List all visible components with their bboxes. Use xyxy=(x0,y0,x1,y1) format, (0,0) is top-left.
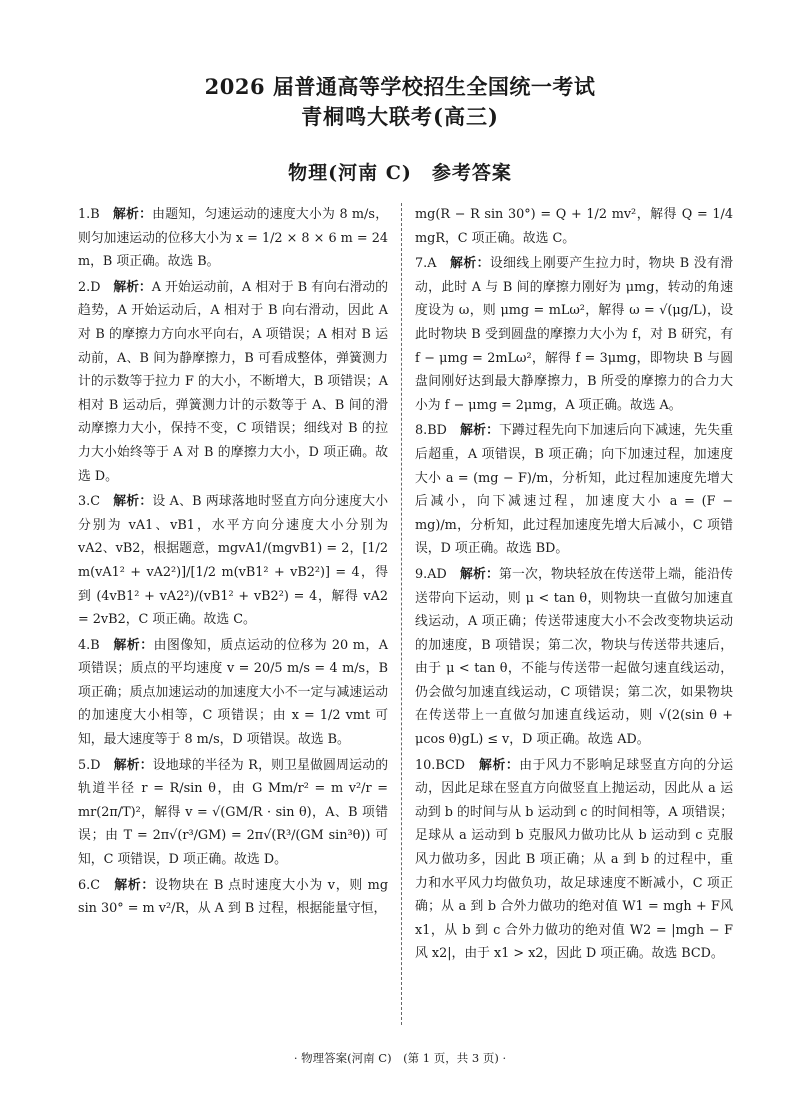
answer-item: 9.AD 解析：第一次，物块轻放在传送带上端，能沿传送带向下运动，则 μ < tan θ，则物块一直做匀加速直线运动，A 项正确；传送带速度大小不会改变物块运动的加速度，B 项错误；第二次，物块与传送带共速后，由于 μ < tan θ，不能与传送带一起做匀速直线运动，仍会做匀加速直线运动，C 项错误；第二次，如果物块在传送带上一直做匀加速直线运动，则 √(2(sin θ + μcos θ)gL) ≤ v，D 项正确。故选 AD。 xyxy=(415,566,734,748)
exam-title: 2026 届普通高等学校招生全国统一考试 xyxy=(204,74,596,99)
answer-item: 6.C 解析：设物块在 B 点时速度大小为 v，则 mg sin 30° = m v²/R，从 A 到 B 过程，根据能量守恒， xyxy=(78,877,389,917)
answer-item: mg(R − R sin 30°) = Q + 1/2 mv²，解得 Q = 1/4 mgR，C 项正确。故选 C。 xyxy=(415,207,733,246)
left-column xyxy=(78,203,388,923)
page-footer: · 物理答案(河南 C) (第 1 页，共 3 页) · xyxy=(293,1051,507,1065)
right-column xyxy=(415,203,733,968)
exam-subtitle: 青桐鸣大联考(高三) xyxy=(301,104,499,129)
page-header xyxy=(0,72,800,185)
answer-item: 4.B 解析：由图像知，质点运动的位移为 20 m，A 项错误；质点的平均速度 v = 20/5 m/s = 4 m/s，B 项正确；质点加速运动的加速度大小不一定与减速运动的加速度大小相等，C 项错误；由 x = 1/2 vmt 可知，最大速度等于 8 m/s，D 项错误。故选 B。 xyxy=(78,637,389,748)
answer-item: 7.A 解析：设细线上刚要产生拉力时，物块 B 没有滑动，此时 A 与 B 间的摩擦力刚好为 μmg，转动的角速度设为 ω，则 μmg = mLω²，解得 ω = √(μg/L)，设此时物块 B 受到圆盘的摩擦力大小为 f，对 B 研究，有 f − μmg = 2mLω²，解得 f = 3μmg，即物块 B 与圆盘间刚好达到最大静摩擦力，B 所受的摩擦力的合力大小为 f − μmg = 2μmg，A 项正确。故选 A。 xyxy=(415,256,734,413)
answer-item: 10.BCD 解析：由于风力不影响足球竖直方向的分运动，因此足球在竖直方向做竖直上抛运动，因此从 a 运动到 b 的时间与从 b 运动到 c 的时间相等，A 项错误；足球从 a 运动到 b 克服风力做功比从 b 运动到 c 克服风力做功多，因此 B 项正确；从 a 到 b 的过程中，重力和水平风力均做负功，故足球速度不断减小，C 项正确；从 a 到 b 合外力做功的绝对值 W1 = mgh + F风 x1，从 b 到 c 合外力做功的绝对值 W2 = |mgh − F风 x2|，由于 x1 > x2，因此 D 项正确。故选 BCD。 xyxy=(415,757,734,962)
answer-item: 2.D 解析：A 开始运动前，A 相对于 B 有向右滑动的趋势，A 开始运动后，A 相对于 B 向右滑动，因此 A 对 B 的摩擦力方向水平向右，A 项错误；A 相对 B 运动前，A、B 间为静摩擦力，B 可看成整体，弹簧测力计的示数等于拉力 F 的大小，不断增大，B 项错误；A 相对 B 运动后，弹簧测力计的示数等于 A、B 间的滑动摩擦力大小，保持不变，C 项错误；细线对 B 的拉力大小始终等于 A 对 B 的摩擦力大小，D 项正确。故选 D。 xyxy=(78,279,389,484)
column-divider xyxy=(401,203,402,1025)
answer-item: 1.B 解析：由题知，匀速运动的速度大小为 8 m/s，则匀加速运动的位移大小为 x = 1/2 × 8 × 6 m = 24 m，B 项正确。故选 B。 xyxy=(78,207,389,270)
answer-item: 8.BD 解析：下蹲过程先向下加速后向下减速，先失重后超重，A 项错误，B 项正确；向下加速过程，加速度大小 a = (mg − F)/m，分析知，此过程加速度先增大后减小，向下减速过程，加速度大小 a = (F − mg)/m，分析知，此过程加速度先增大后减小，C 项错误，D 项正确。故选 BD。 xyxy=(415,423,734,557)
answer-item: 3.C 解析：设 A、B 两球落地时竖直方向分速度大小分别为 vA1、vB1，水平方向分速度大小分别为 vA2、vB2，根据题意，mgvA1/(mgvB1) = 2，[1/2 m(vA1² + vA2²)]/[1/2 m(vB1² + vB2²)] = 4，得到 (4vB1² + vA2²)/(vB1² + vB2²) = 4，解得 vA2 = 2vB2，C 项正确。故选 C。 xyxy=(78,494,389,628)
subject-title: 物理(河南 C) 参考答案 xyxy=(288,162,512,184)
answer-item: 5.D 解析：设地球的半径为 R，则卫星做圆周运动的轨道半径 r = R/sin θ，由 G Mm/r² = m v²/r = mr(2π/T)²，解得 v = √(GM/R · sin θ)，A、B 项错误；由 T = 2π√(r³/GM) = 2π√(R³/(GM sin³θ)) 可知，C 项错误，D 项正确。故选 D。 xyxy=(78,757,389,868)
